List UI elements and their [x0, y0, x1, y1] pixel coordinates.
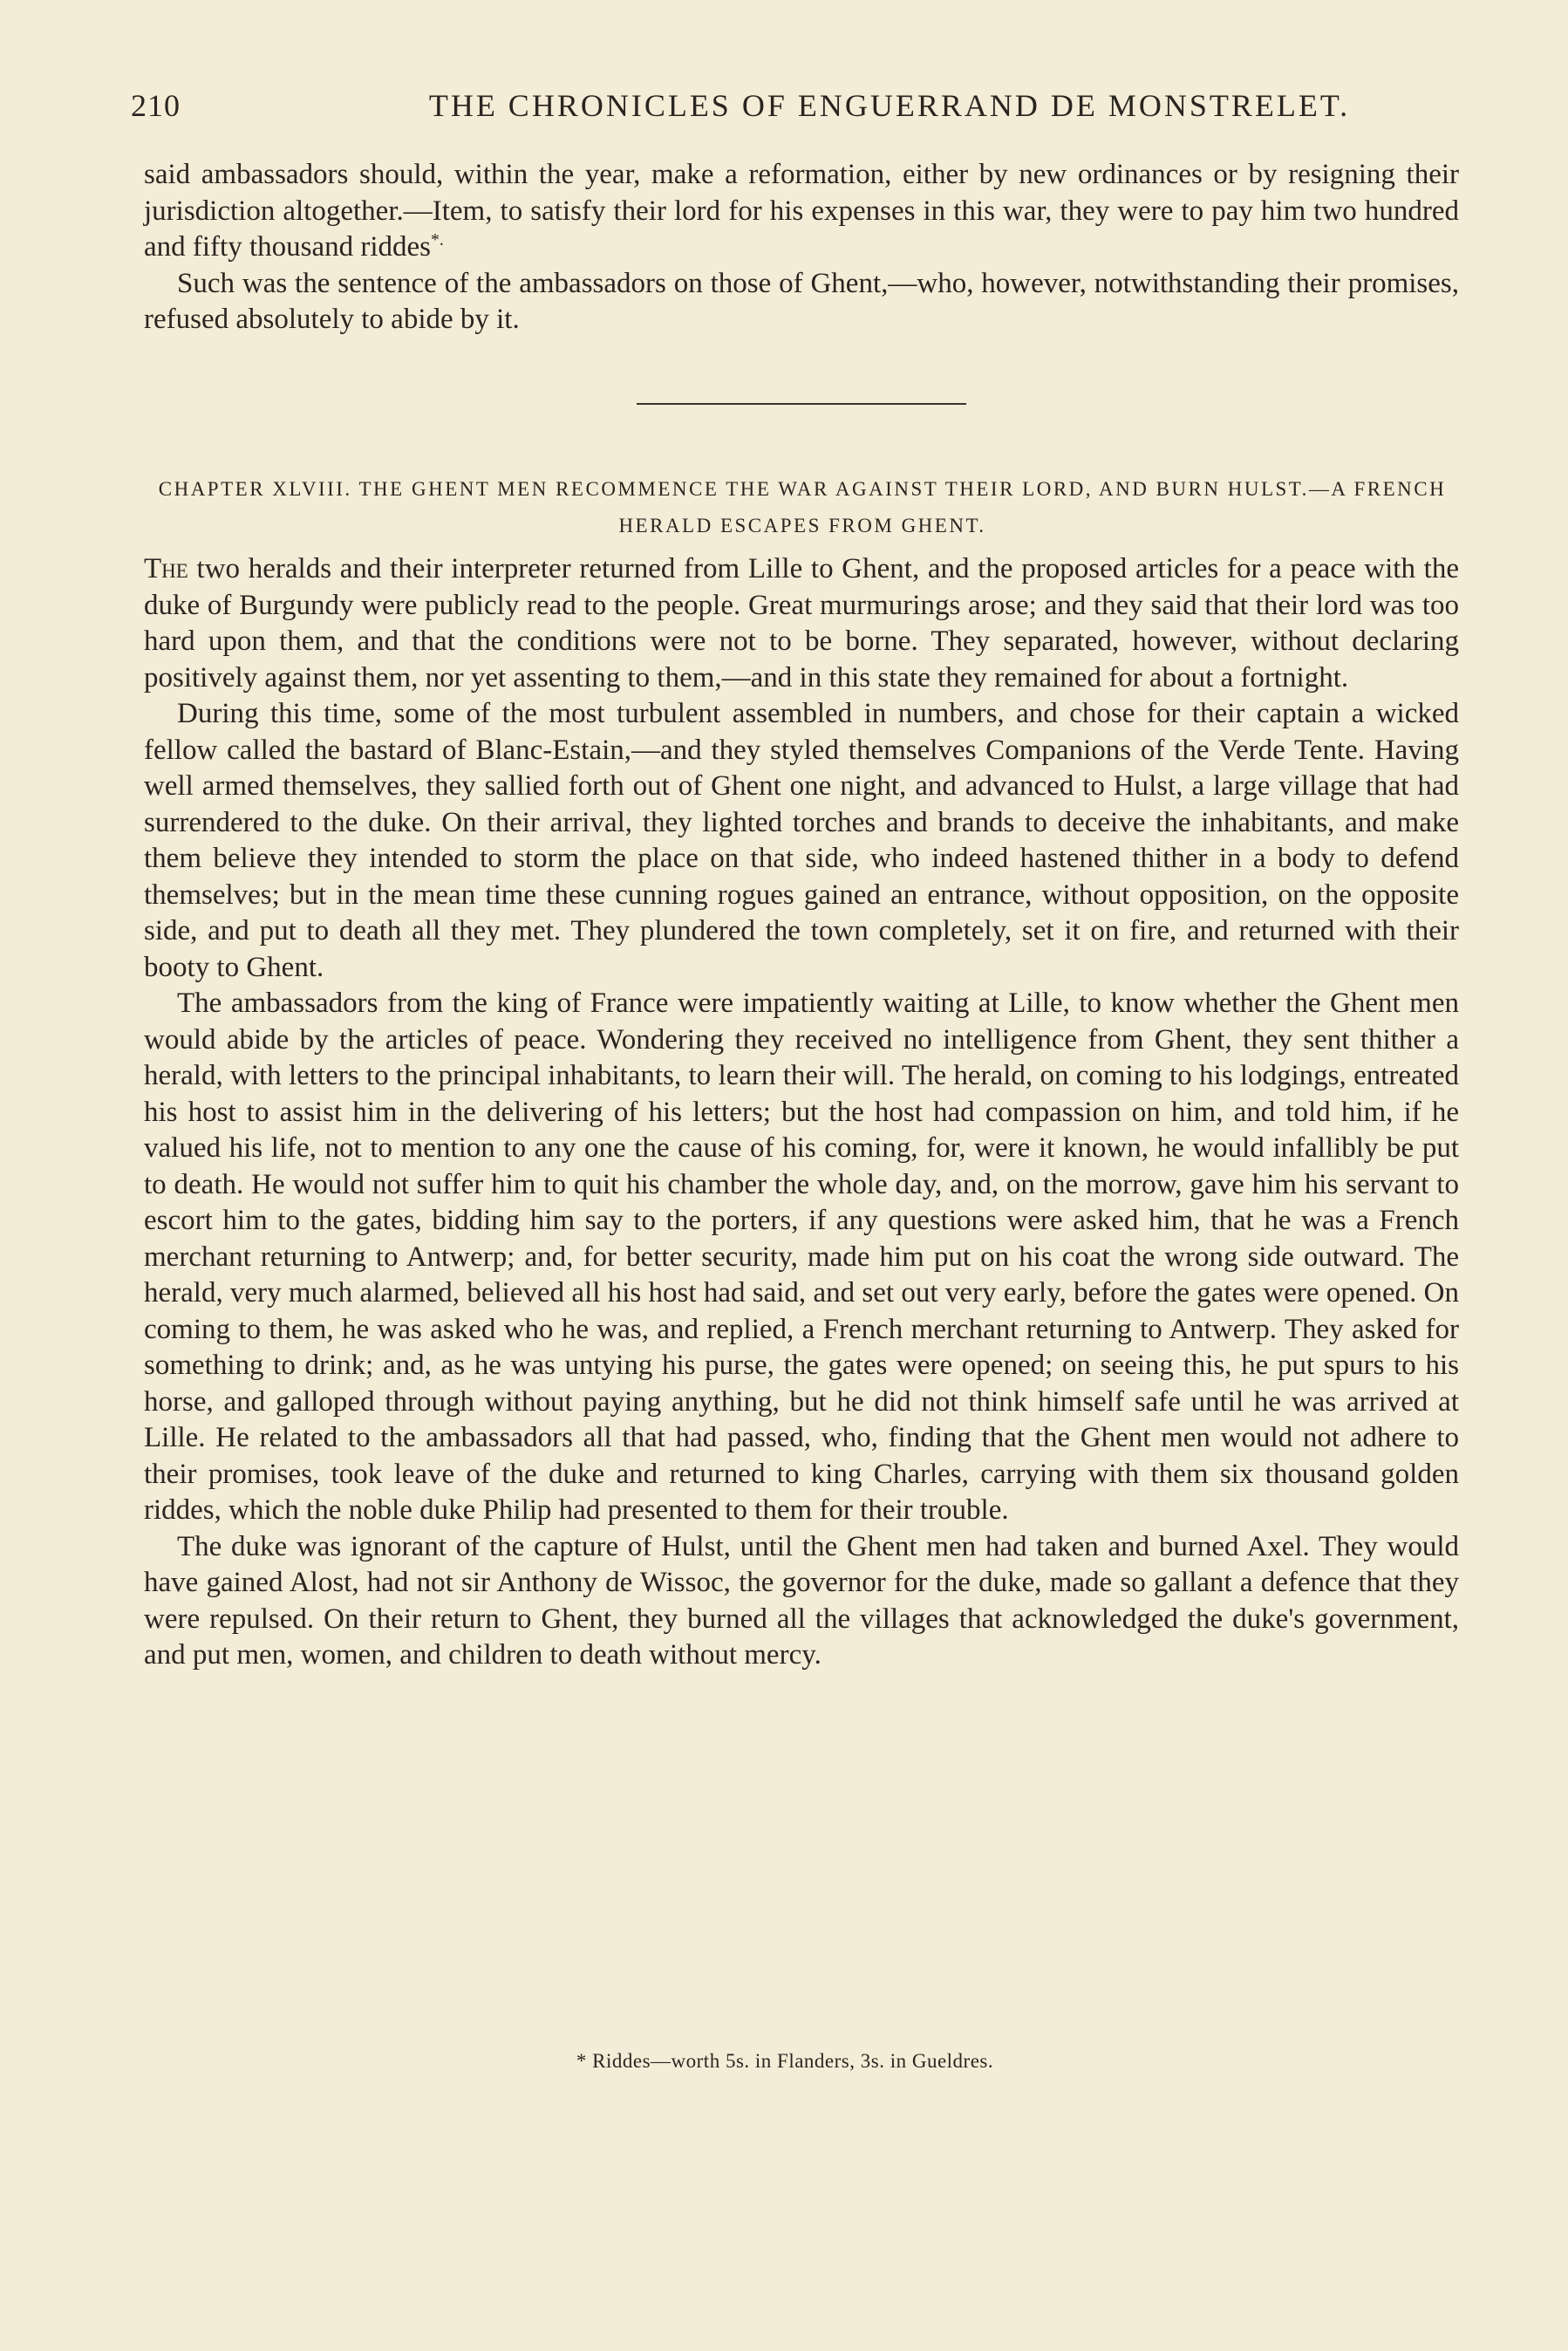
paragraph-text: said ambassadors should, within the year, make a reformation, either by new ordinances or by resigning their jurisdiction altogether.—Item, to satisfy their lord for his expenses in this war, they were to pay him two hundred and fifty thousand riddes — [144, 159, 1459, 263]
paragraph — [144, 551, 1459, 696]
footnote-marker: *. — [431, 230, 444, 249]
running-title: THE CHRONICLES OF ENGUERRAND DE MONSTRELET. — [428, 88, 1351, 123]
paragraph — [144, 157, 1459, 266]
opening-word: The — [144, 553, 188, 584]
continued-text — [144, 157, 1459, 338]
footnote: * Riddes—worth 5s. in Flanders, 3s. in Gueldres. — [576, 2050, 994, 2072]
paragraph: During this time, some of the most turbulent assembled in numbers, and chose for their captain a wicked fellow called the bastard of Blanc-Estain,—and they styled themselves Companions of the Verde Tente. Having well armed themselves, they sallied forth out of Ghent one night, and advanced to Hulst, a large village that had surrendered to the duke. On their arrival, they lighted torches and brands to deceive the inhabitants, and make them believe they intended to storm the place on that side, who indeed hastened thither in a body to defend themselves; but in the mean time these cunning rogues gained an entrance, without opposition, on the opposite side, and put to death all they met. They plundered the town completely, set it on fire, and returned with their booty to Ghent. — [144, 698, 1459, 983]
chapter-heading: CHAPTER XLVIII. THE GHENT MEN RECOMMENCE THE WAR AGAINST THEIR LORD, AND BURN HULST.—A FRENCH HERALD ESCAPES FROM GHENT. — [158, 478, 1447, 536]
paragraph: The duke was ignorant of the capture of Hulst, until the Ghent men had taken and burned Axel. They would have gained Alost, had not sir Anthony de Wissoc, the governor for the duke, made so gallant a defence that they were repulsed. On their return to Ghent, they burned all the villages that acknowledged the duke's government, and put men, women, and children to death without mercy. — [144, 1530, 1459, 1671]
chapter-body — [144, 551, 1459, 1674]
page-header — [131, 87, 1474, 140]
paragraph-text: two heralds and their interpreter returned from Lille to Ghent, and the proposed articles for a peace with the duke of Burgundy were publicly read to the people. Great murmurings arose; and they said that their lord was too hard upon them, and that the conditions were not to be borne. They separated, however, without declaring positively against them, nor yet assenting to them,—and in this state they remained for about a fortnight. — [144, 553, 1459, 694]
paragraph: The ambassadors from the king of France were impatiently waiting at Lille, to know whether the Ghent men would abide by the articles of peace. Wondering they received no intelligence from Ghent, they sent thither a herald, with letters to the principal inhabitants, to learn their will. The herald, on coming to his lodgings, entreated his host to assist him in the delivering of his letters; but the host had compassion on him, and told him, if he valued his life, not to mention to any one the cause of his coming, for, were it known, he would infallibly be put to death. He would not suffer him to quit his chamber the whole day, and, on the morrow, gave him his servant to escort him to the gates, bidding him say to the porters, if any questions were asked him, that he was a French merchant returning to Antwerp; and, for better security, made him put on his coat the wrong side outward. The herald, very much alarmed, believed all his host had said, and set out very early, before the gates were opened. On coming to them, he was asked who he was, and replied, a French merchant returning to Antwerp. They asked for something to drink; and, as he was untying his purse, the gates were opened; on seeing this, he put spurs to his horse, and galloped through without paying anything, but he did not think himself safe until he was arrived at Lille. He related to the ambassadors all that had passed, who, finding that the Ghent men would not adhere to their promises, took leave of the duke and returned to king Charles, carrying with them six thousand golden riddes, which the noble duke Philip had presented to them for their trouble. — [144, 988, 1459, 1526]
page-number: 210 — [131, 88, 181, 123]
section-divider — [637, 403, 966, 405]
paragraph: Such was the sentence of the ambassadors on those of Ghent,—who, however, notwithstanding their promises, refused absolutely to abide by it. — [144, 267, 1459, 335]
